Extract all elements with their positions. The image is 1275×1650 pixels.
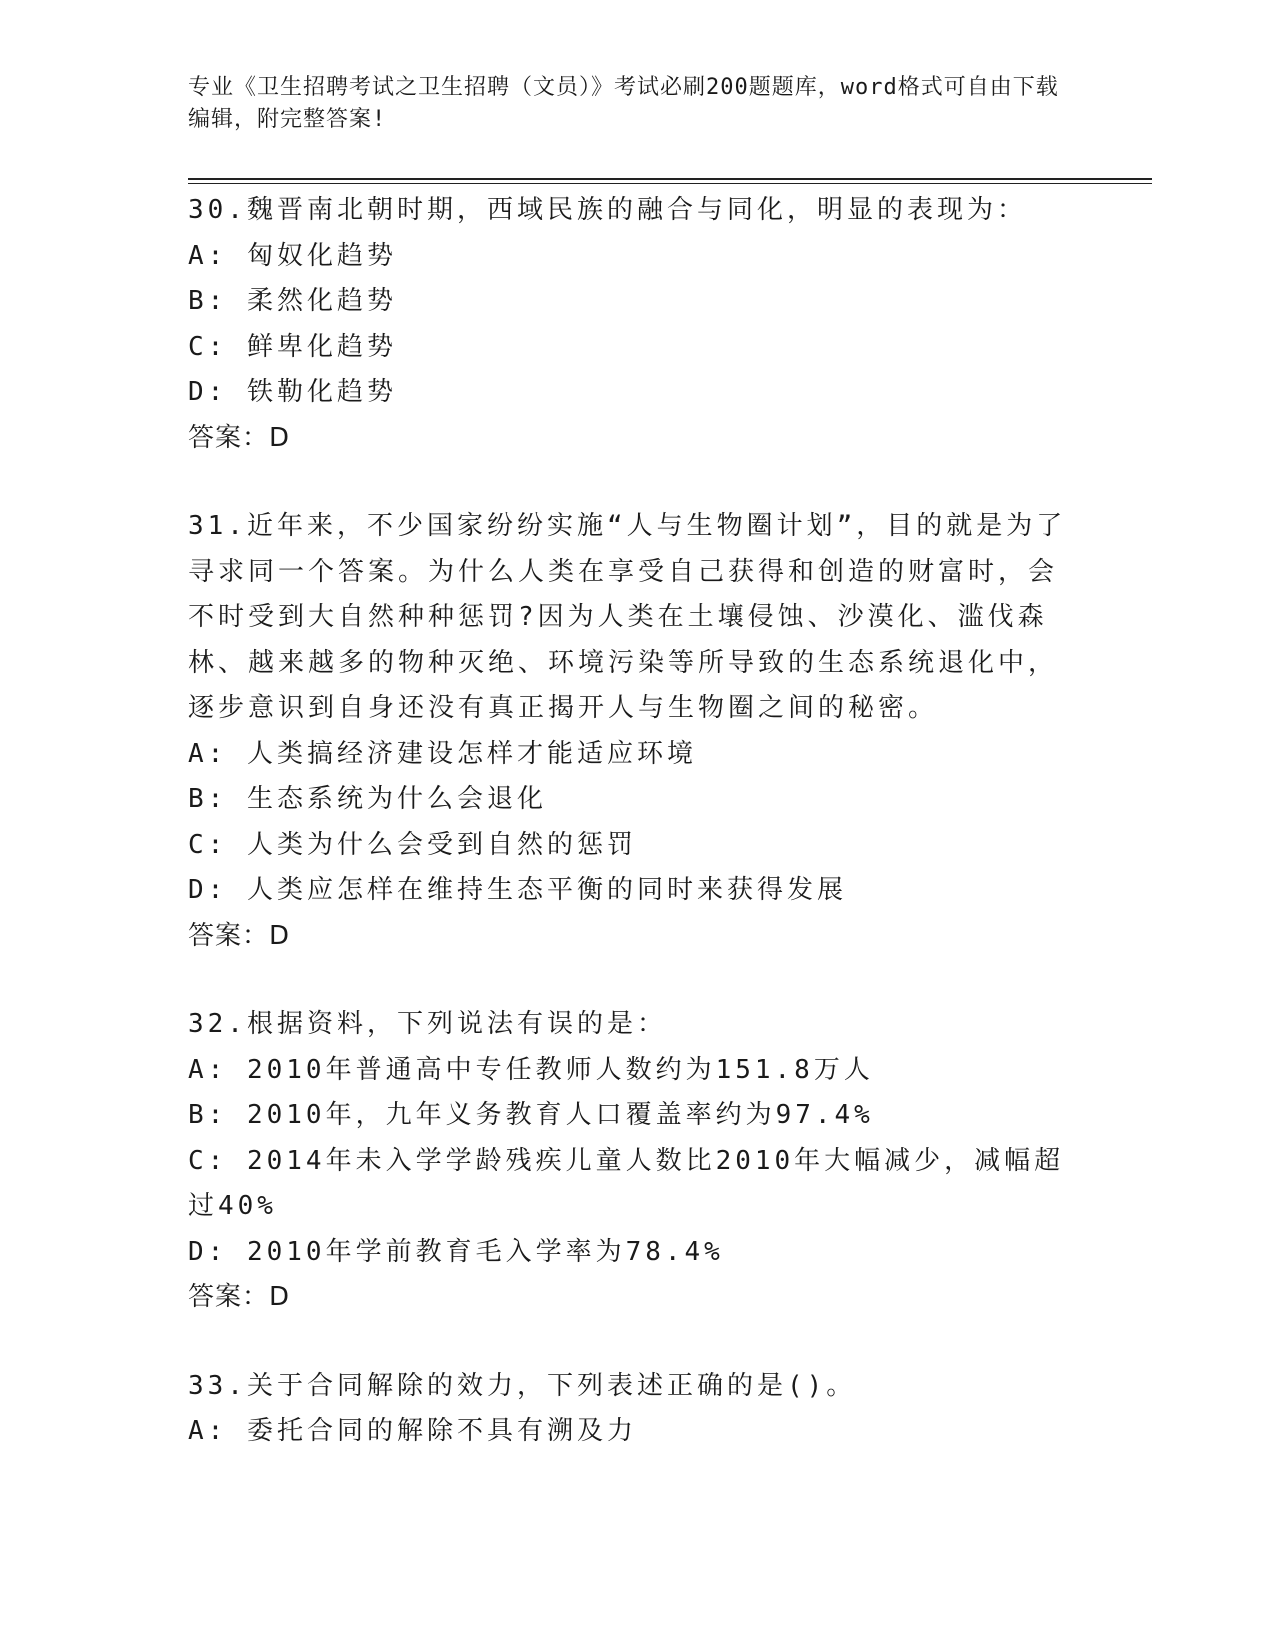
document-header: 专业《卫生招聘考试之卫生招聘（文员）》考试必刷200题题库，word格式可自由下载编辑，附完整答案! — [188, 75, 1059, 132]
option-c: C: 鲜卑化趋势 — [188, 331, 397, 362]
header-divider-thick — [188, 178, 1152, 180]
header-divider-thin — [188, 183, 1152, 184]
option-a: A: 2010年普通高中专任教师人数约为151.8万人 — [188, 1054, 874, 1085]
option-b: B: 生态系统为什么会退化 — [188, 784, 547, 814]
option-d: D: 2010年学前教育毛入学率为78.4% — [188, 1236, 724, 1267]
question-stem: 30.魏晋南北朝时期，西域民族的融合与同化，明显的表现为： — [188, 195, 1027, 225]
question-stem: 33.关于合同解除的效力，下列表述正确的是()。 — [188, 1370, 857, 1401]
option-b: B: 柔然化趋势 — [188, 286, 397, 316]
option-c: C: 人类为什么会受到自然的惩罚 — [188, 829, 637, 860]
answer-line: 答案：D — [188, 1282, 291, 1312]
answer-line: 答案：D — [188, 920, 291, 951]
option-d: D: 铁勒化趋势 — [188, 377, 397, 407]
option-b: B: 2010年，九年义务教育人口覆盖率约为97.4% — [188, 1100, 874, 1130]
option-a: A: 匈奴化趋势 — [188, 240, 397, 271]
question-stem: 32.根据资料，下列说法有误的是： — [188, 1009, 667, 1039]
question-31 — [188, 504, 1078, 959]
option-c: C: 2014年未入学学龄残疾儿童人数比2010年大幅减少，减幅超过40% — [188, 1145, 1065, 1221]
option-d: D: 人类应怎样在维持生态平衡的同时来获得发展 — [188, 875, 847, 905]
answer-line: 答案：D — [188, 422, 291, 453]
question-stem: 31.近年来，不少国家纷纷实施“人与生物圈计划”，目的就是为了寻求同一个答案。为什么人类在享受自己获得和创造的财富时，会不时受到大自然种种惩罚?因为人类在土壤侵蚀、沙漠化、滥伐森林、越来越多的物种灭绝、环境污染等所导致的生态系统退化中，逐步意识到自身还没有真正揭开人与生物圈之间的秘密。 — [188, 511, 1067, 723]
option-a: A: 委托合同的解除不具有溯及力 — [188, 1416, 637, 1446]
question-32 — [188, 1002, 1078, 1321]
question-30 — [188, 188, 1078, 461]
question-33 — [188, 1364, 1078, 1455]
question-list — [188, 188, 1078, 1498]
option-a: A: 人类搞经济建设怎样才能适应环境 — [188, 738, 697, 769]
